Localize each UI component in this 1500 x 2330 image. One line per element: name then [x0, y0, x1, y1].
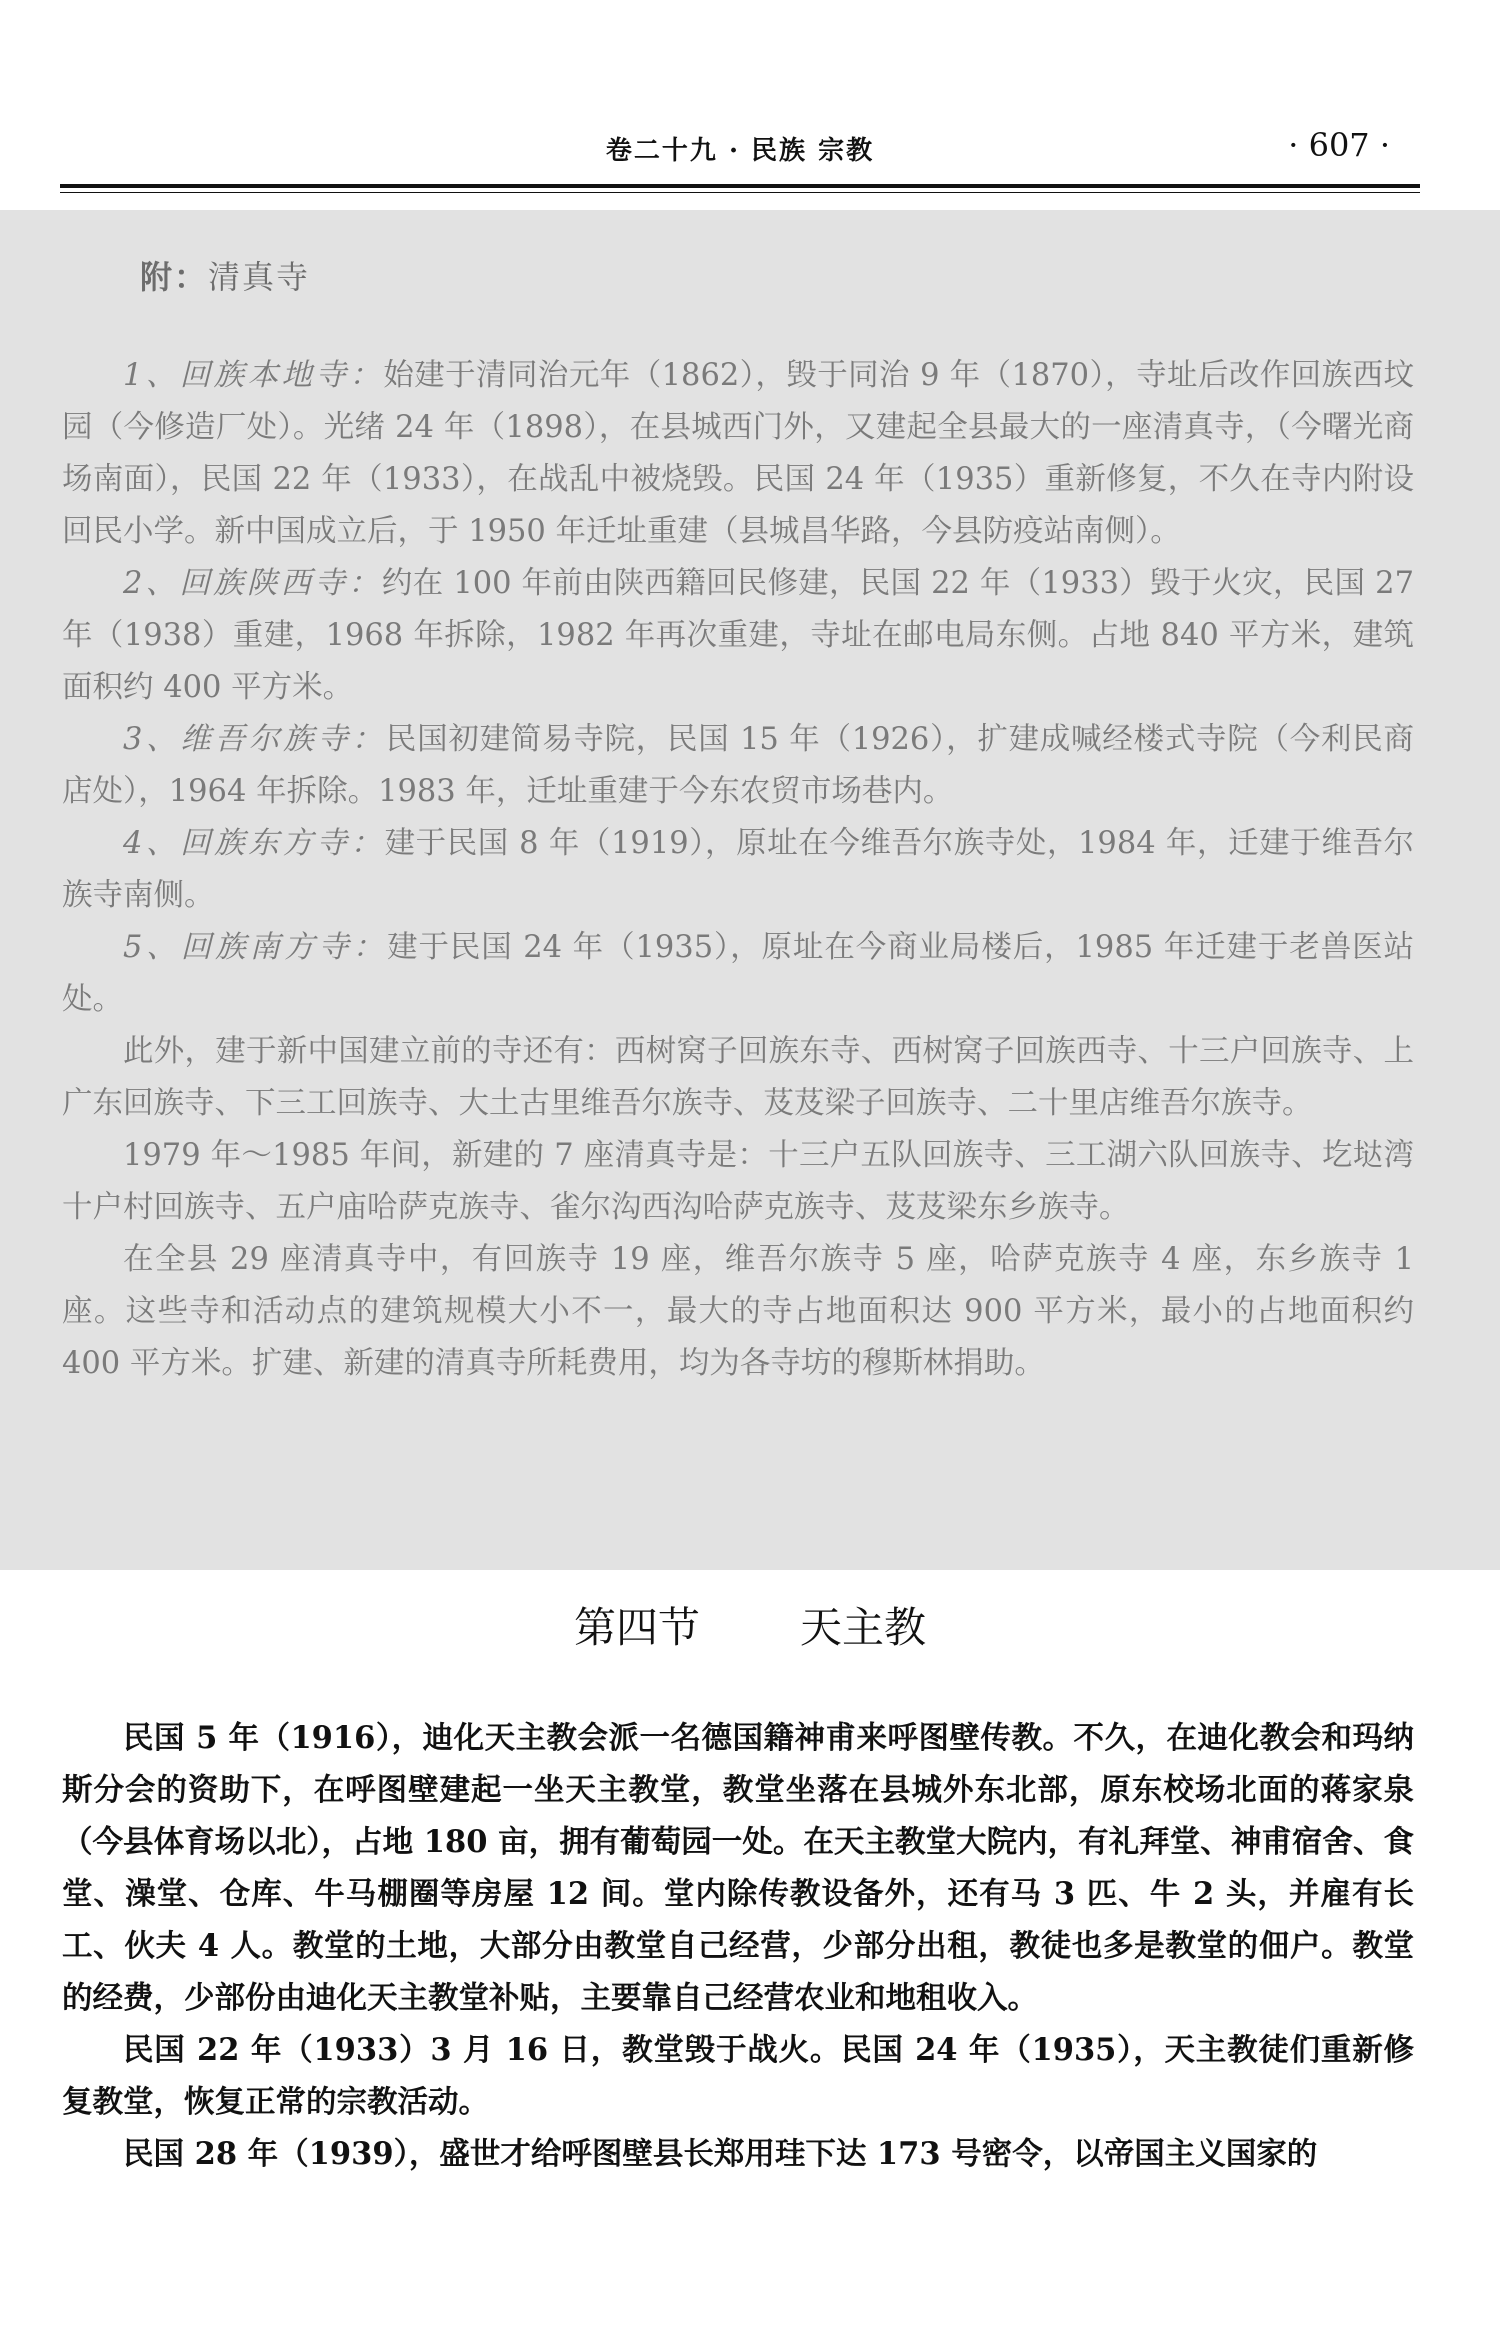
mosque-item-lead: 1、回族本地寺：: [123, 358, 384, 393]
page-number: · 607 ·: [1288, 126, 1390, 164]
mosque-item: [62, 922, 1414, 1026]
mosque-item-text: 建于民国 8 年（1919），原址在今维吾尔族寺处，1984 年，迁建于维吾尔族寺南侧。: [62, 826, 1414, 913]
running-header: 卷二十九 · 民族 宗教: [605, 136, 875, 166]
mosque-item-lead: 5、回族南方寺：: [123, 930, 388, 965]
mosque-item: [62, 350, 1414, 558]
header-rule-thick: [60, 184, 1420, 188]
mosque-item-lead: 3、维吾尔族寺：: [123, 722, 386, 757]
mosque-item-lead: 2、回族陕西寺：: [123, 566, 382, 601]
appendix-box: [0, 210, 1500, 1570]
body-paragraph: 民国 5 年（1916），迪化天主教会派一名德国籍神甫来呼图壁传教。不久，在迪化教会和玛纳斯分会的资助下，在呼图壁建起一坐天主教堂，教堂坐落在县城外东北部，原东校场北面的蒋家泉（今县体育场以北），占地 180 亩，拥有葡萄园一处。在天主教堂大院内，有礼拜堂、神甫宿舍、食堂、澡堂、仓库、牛马棚圈等房屋 12 间。堂内除传教设备外，还有马 3 匹、牛 2 头，并雇有长工、伙夫 4 人。教堂的土地，大部分由教堂自己经营，少部分出租，教徒也多是教堂的佃户。教堂的经费，少部份由迪化天主教堂补贴，主要靠自己经营农业和地租收入。: [62, 1720, 1414, 2016]
appendix-title-text: 清真寺: [208, 258, 311, 296]
mosque-item-text: 民国初建简易寺院，民国 15 年（1926），扩建成喊经楼式寺院（今利民商店处），1964 年拆除。1983 年，迁址重建于今东农贸市场巷内。: [62, 722, 1414, 809]
section-heading: [0, 1595, 1500, 1655]
mosque-item: [62, 818, 1414, 922]
appendix-paragraph: 1979 年～1985 年间，新建的 7 座清真寺是：十三户五队回族寺、三工湖六队回族寺、圪垯湾十户村回族寺、五户庙哈萨克族寺、雀尔沟西沟哈萨克族寺、芨芨梁东乡族寺。: [62, 1138, 1414, 1225]
appendix-paragraph: 此外，建于新中国建立前的寺还有：西树窝子回族东寺、西树窝子回族西寺、十三户回族寺、上广东回族寺、下三工回族寺、大土古里维吾尔族寺、芨芨梁子回族寺、二十里店维吾尔族寺。: [62, 1034, 1414, 1121]
body-paragraph: 民国 22 年（1933）3 月 16 日，教堂毁于战火。民国 24 年（1935），天主教徒们重新修复教堂，恢复正常的宗教活动。: [62, 2032, 1414, 2120]
mosque-item-text: 建于民国 24 年（1935），原址在今商业局楼后，1985 年迁建于老兽医站处。: [62, 930, 1415, 1017]
page-header: [60, 120, 1420, 180]
mosque-item: [62, 558, 1414, 714]
mosque-item-text: 约在 100 年前由陕西籍回民修建，民国 22 年（1933）毁于火灾，民国 27 年（1938）重建，1968 年拆除，1982 年再次重建，寺址在邮电局东侧。占地 840 平方米，建筑面积约 400 平方米。: [62, 566, 1414, 705]
section-title-text: 天主教: [800, 1603, 927, 1652]
body-paragraph: 民国 28 年（1939），盛世才给呼图壁县长郑用珪下达 173 号密令，以帝国主义国家的: [123, 2136, 1318, 2172]
appendix-paragraph: 在全县 29 座清真寺中，有回族寺 19 座，维吾尔族寺 5 座，哈萨克族寺 4 座，东乡族寺 1 座。这些寺和活动点的建筑规模大小不一，最大的寺占地面积达 900 平方米，最小的占地面积约 400 平方米。扩建、新建的清真寺所耗费用，均为各寺坊的穆斯林捐助。: [62, 1242, 1414, 1381]
appendix-title-prefix: 附：: [140, 258, 209, 296]
appendix-body: [62, 350, 1414, 1390]
mosque-item-lead: 4、回族东方寺：: [123, 826, 385, 861]
mosque-item-text: 始建于清同治元年（1862），毁于同治 9 年（1870），寺址后改作回族西坟园（今修造厂处）。光绪 24 年（1898），在县城西门外，又建起全县最大的一座清真寺，（今曙光商场南面），民国 22 年（1933），在战乱中被烧毁。民国 24 年（1935）重新修复，不久在寺内附设回民小学。新中国成立后，于 1950 年迁址重建（县城昌华路，今县防疫站南侧）。: [62, 358, 1414, 549]
mosque-item: [62, 714, 1414, 818]
header-rule-thin: [60, 192, 1420, 193]
appendix-title: [140, 252, 310, 298]
section-number: 第四节: [573, 1603, 700, 1652]
section-body: [62, 1712, 1414, 2180]
